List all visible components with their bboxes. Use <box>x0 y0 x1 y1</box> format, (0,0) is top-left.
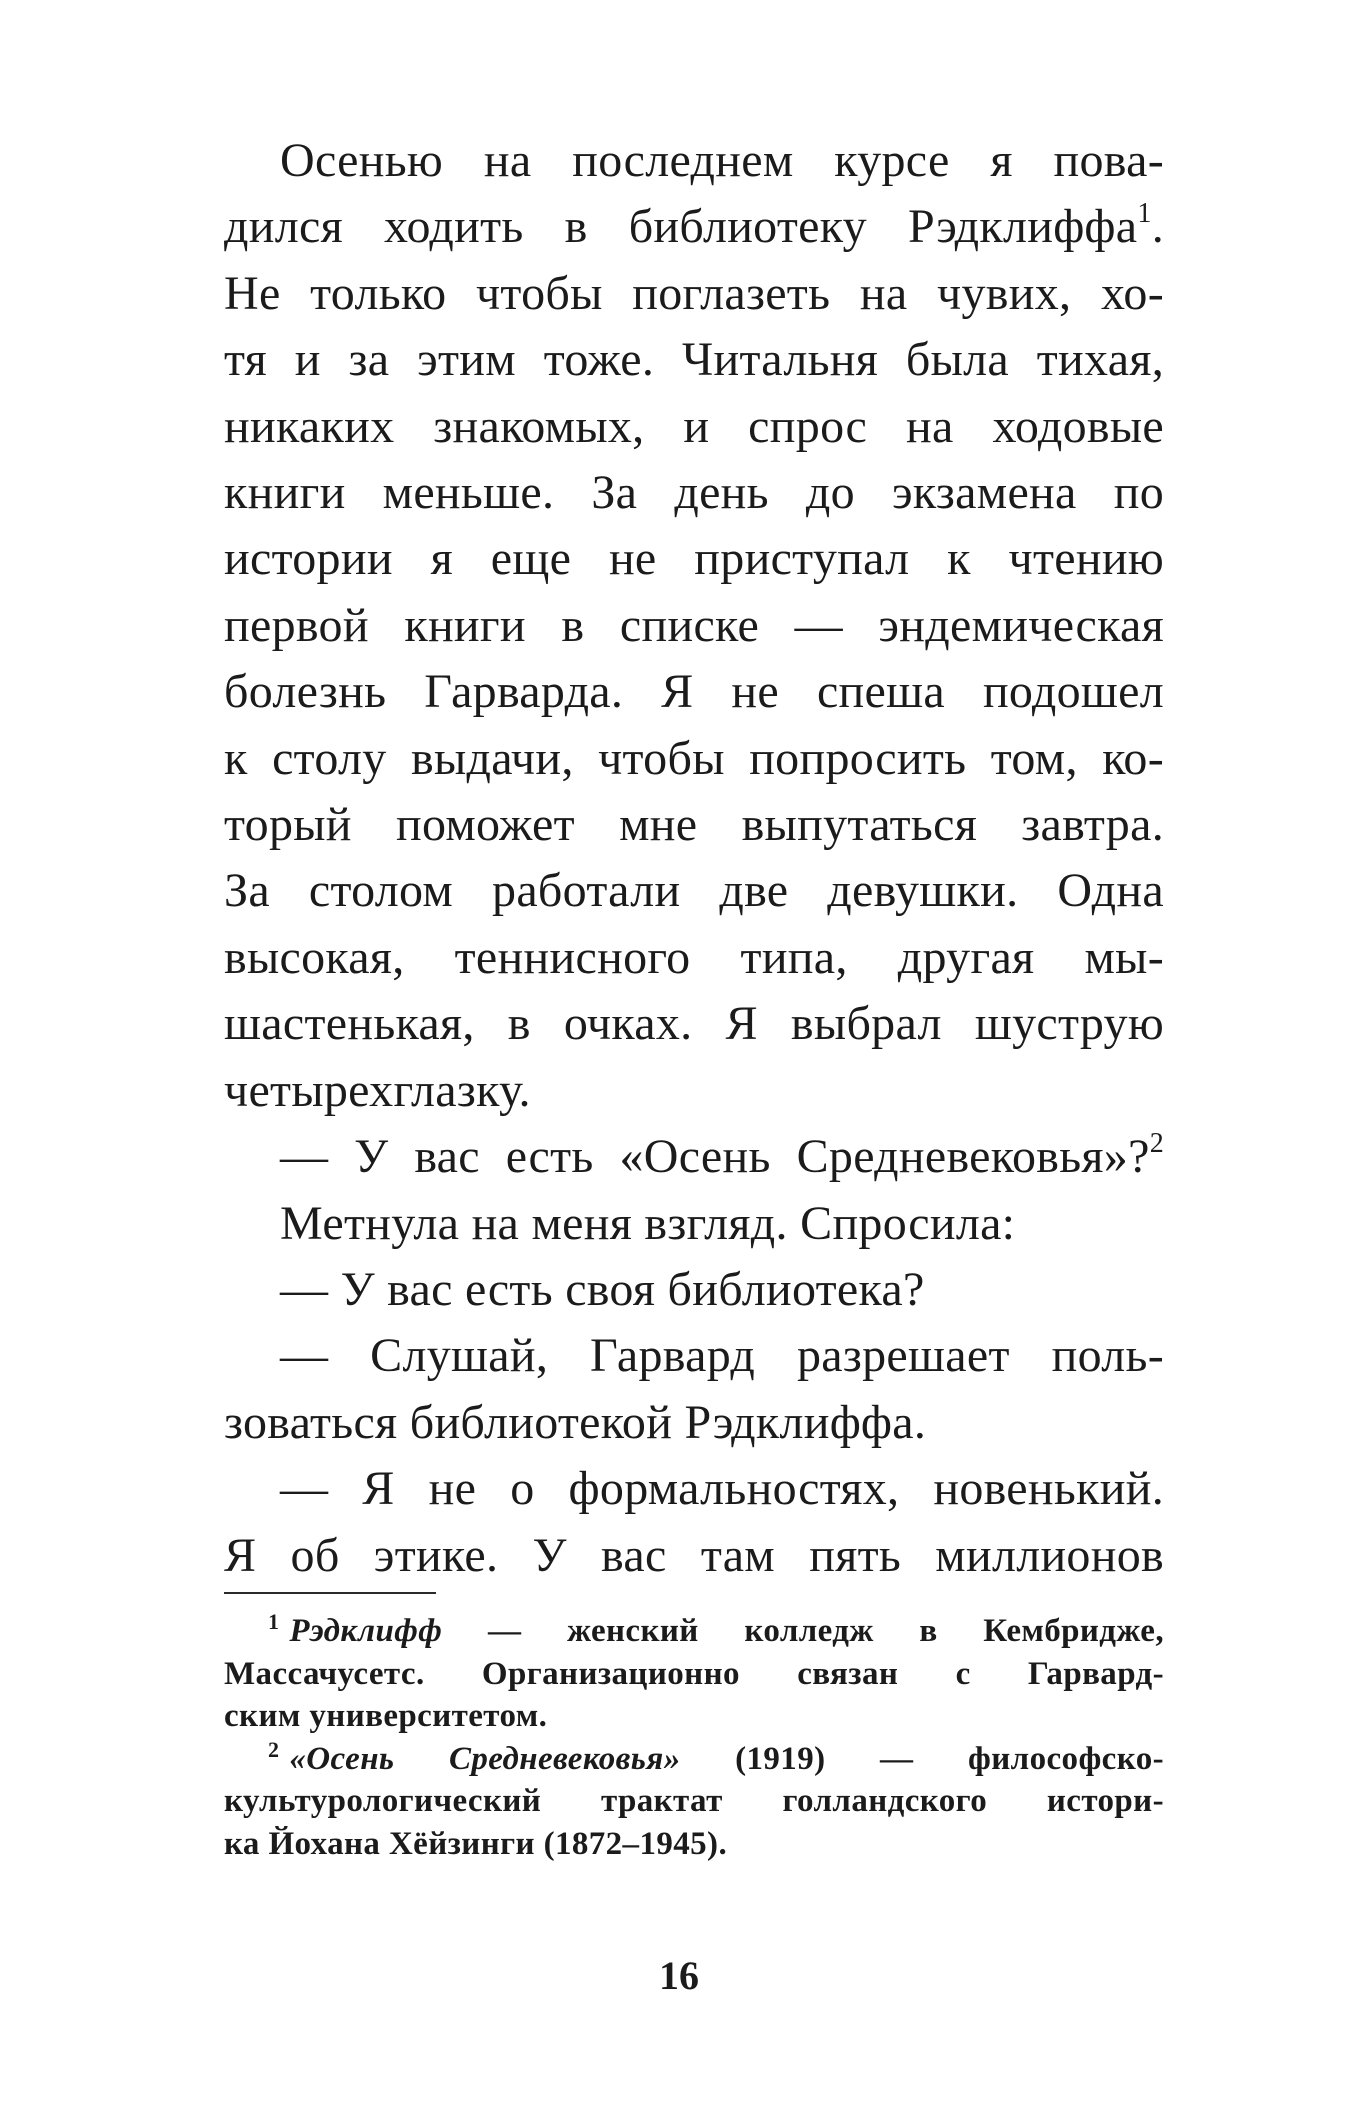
text-line-21: — Я не о формальностях, новенький. <box>280 1462 1164 1516</box>
text-line-1: Осенью на последнем курсе я пова- <box>280 134 1164 187</box>
text-line-18: — У вас есть своя библиотека? <box>280 1262 925 1316</box>
text-line-15: четырехглазку. <box>224 1063 531 1117</box>
footnote-2-line-2: культурологический трактат голландского истори- <box>224 1783 1164 1819</box>
text-line-6: книги меньше. За день до экзамена по <box>224 466 1164 520</box>
footnote-2-line-1 <box>224 1738 1164 1781</box>
text-line-22: Я об этике. У вас там пять миллионов <box>224 1528 1164 1582</box>
text-line-20: зоваться библиотекой Рэдклиффа. <box>224 1395 927 1449</box>
footnote-1-text-1: — женский колледж в Кембридже, <box>488 1613 1164 1649</box>
text-line-3: Не только чтобы поглазеть на чувих, хо- <box>224 266 1164 320</box>
text-line-5: никаких знакомых, и спрос на ходовые <box>224 399 1164 453</box>
text-line-2 <box>224 194 1164 260</box>
text-line-16-content: — У вас есть «Осень Средневековья»? <box>280 1130 1150 1184</box>
footnote-2-line-3: ка Йохана Хёйзинги (1872–1945). <box>224 1825 728 1862</box>
text-line-2-end: . <box>1151 200 1164 254</box>
text-line-19: — Слушай, Гарвард разрешает поль- <box>280 1329 1164 1383</box>
footnote-2-mark: 2 <box>268 1736 280 1762</box>
footnote-1-mark: 1 <box>268 1609 280 1634</box>
text-line-8: первой книги в списке — эндемическая <box>224 598 1164 652</box>
text-line-17: Метнула на меня взгляд. Спросила: <box>280 1196 1016 1250</box>
text-line-12: За столом работали две девушки. Одна <box>224 864 1164 918</box>
footnote-1-line-1 <box>224 1610 1164 1653</box>
footnotes <box>224 1610 1164 1865</box>
text-line-11: торый поможет мне выпутаться завтра. <box>224 798 1164 852</box>
footnote-2-term: «Осень Средневековья» <box>289 1740 681 1777</box>
footnote-ref-2: 2 <box>1149 1128 1164 1160</box>
text-line-2-content: дился ходить в библиотеку Рэдклиффа <box>224 200 1138 254</box>
main-text <box>224 128 1164 1589</box>
footnote-2-text-1: (1919) — философско- <box>735 1740 1164 1777</box>
page-number: 16 <box>659 1953 699 1998</box>
text-line-9: болезнь Гарварда. Я не спеша подошел <box>224 665 1164 719</box>
text-line-10: к столу выдачи, чтобы попросить том, ко- <box>224 731 1164 785</box>
footnote-1-term: Рэдклифф <box>289 1613 443 1649</box>
text-line-4: тя и за этим тоже. Читальня была тихая, <box>224 333 1164 387</box>
footnote-ref-1: 1 <box>1137 198 1152 230</box>
text-line-7: истории я еще не приступал к чтению <box>224 532 1164 586</box>
footnote-1-line-2: Массачусетс. Организационно связан с Гарвард- <box>224 1655 1164 1692</box>
text-line-16 <box>224 1124 1164 1190</box>
text-line-14: шастенькая, в очках. Я выбрал шуструю <box>224 997 1164 1051</box>
text-line-13: высокая, теннисного типа, другая мы- <box>224 930 1164 984</box>
footnote-1-line-3: ским университетом. <box>224 1698 548 1734</box>
footnote-divider <box>224 1592 436 1594</box>
